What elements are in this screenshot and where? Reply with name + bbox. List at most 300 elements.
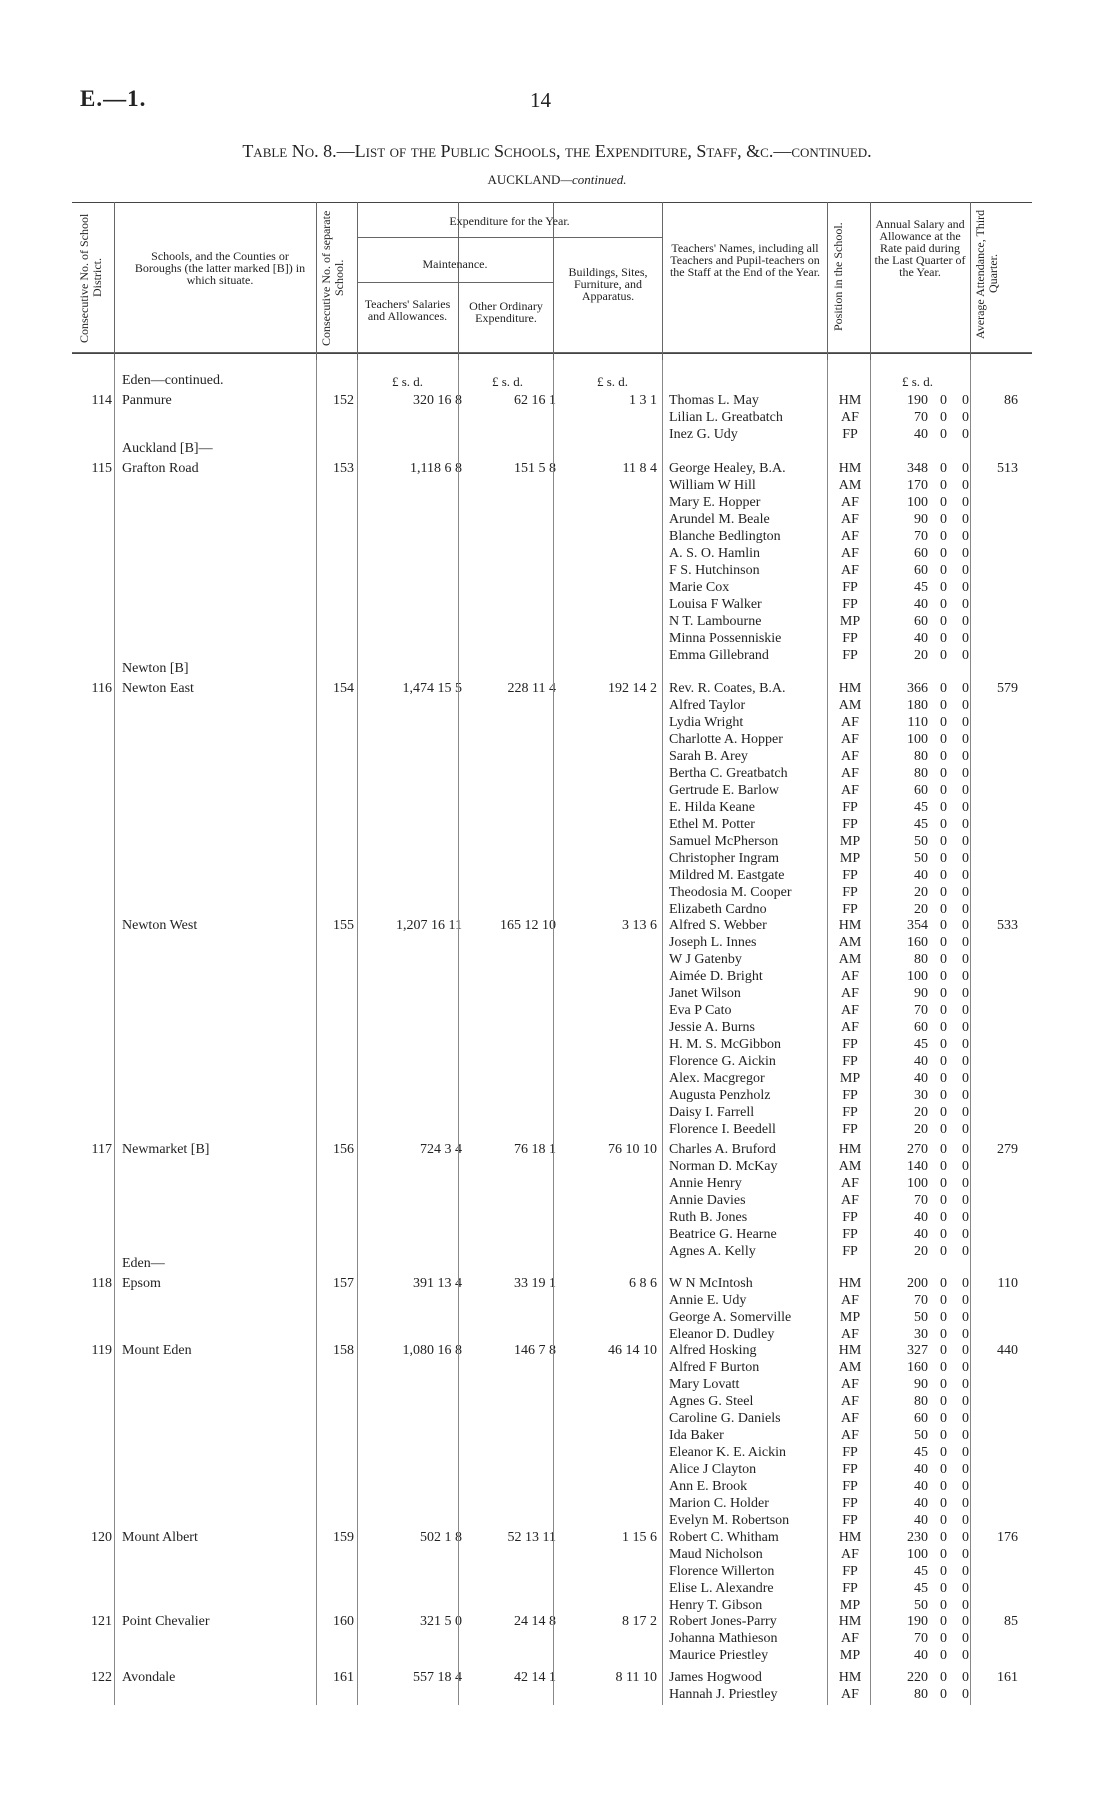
salary-pounds: 40 bbox=[914, 1210, 928, 1225]
salary-pounds: 45 bbox=[914, 800, 928, 815]
header-salaries: Teachers' Salaries and Allowances. bbox=[364, 297, 451, 323]
salary-shillings: 0 bbox=[940, 427, 947, 442]
teacher-name: Minna Possenniskie bbox=[669, 631, 782, 646]
salary-shillings: 0 bbox=[940, 1293, 947, 1308]
teacher-row bbox=[0, 580, 1114, 597]
teacher-name: F S. Hutchinson bbox=[669, 563, 760, 578]
salary-pence: 0 bbox=[962, 1428, 969, 1443]
salary-pounds: 110 bbox=[907, 715, 928, 730]
teacher-name: Alfred S. Webber bbox=[669, 918, 767, 933]
other-expenditure: 33 19 1 bbox=[514, 1276, 556, 1291]
teacher-position: FP bbox=[842, 1210, 858, 1225]
salary-pounds: 230 bbox=[907, 1530, 928, 1545]
teacher-name: Alfred Hosking bbox=[669, 1343, 757, 1358]
salary-shillings: 0 bbox=[940, 512, 947, 527]
salary-pounds: 40 bbox=[914, 631, 928, 646]
salary-pounds: 100 bbox=[907, 495, 928, 510]
salary-shillings: 0 bbox=[940, 986, 947, 1001]
school-name: Panmure bbox=[122, 393, 172, 408]
teacher-position: AF bbox=[841, 732, 859, 747]
salaries-amount: 321 5 0 bbox=[420, 1614, 462, 1629]
teacher-name: Charlotte A. Hopper bbox=[669, 732, 783, 747]
salary-shillings: 0 bbox=[940, 1037, 947, 1052]
teacher-position: AF bbox=[841, 1631, 859, 1646]
salary-pounds: 160 bbox=[907, 1360, 928, 1375]
salary-shillings: 0 bbox=[940, 1122, 947, 1137]
salary-shillings: 0 bbox=[940, 851, 947, 866]
teacher-name: Johanna Mathieson bbox=[669, 1631, 778, 1646]
salary-shillings: 0 bbox=[940, 1003, 947, 1018]
salary-pence: 0 bbox=[962, 529, 969, 544]
salary-pence: 0 bbox=[962, 715, 969, 730]
teacher-row bbox=[0, 1293, 1114, 1310]
body-col-divider bbox=[553, 360, 554, 1705]
teacher-position: FP bbox=[842, 1581, 858, 1596]
teacher-position: HM bbox=[838, 1142, 862, 1157]
salary-pounds: 100 bbox=[907, 969, 928, 984]
teacher-row bbox=[0, 732, 1114, 749]
buildings-amount: 3 13 6 bbox=[622, 918, 657, 933]
salary-pounds: 40 bbox=[914, 1071, 928, 1086]
salary-pounds: 40 bbox=[914, 1227, 928, 1242]
teacher-position: FP bbox=[842, 1564, 858, 1579]
salary-shillings: 0 bbox=[940, 1142, 947, 1157]
salary-shillings: 0 bbox=[940, 800, 947, 815]
teacher-name: Ethel M. Potter bbox=[669, 817, 755, 832]
header-buildings: Buildings, Sites, Furniture, and Apparatus. bbox=[568, 265, 648, 303]
salary-pence: 0 bbox=[962, 1670, 969, 1685]
region-continued: —continued. bbox=[560, 172, 627, 187]
body-col-divider bbox=[458, 360, 459, 1705]
school-name: Grafton Road bbox=[122, 461, 199, 476]
teacher-row bbox=[0, 1122, 1114, 1139]
buildings-amount: 1 3 1 bbox=[629, 393, 657, 408]
salary-shillings: 0 bbox=[940, 1343, 947, 1358]
salary-shillings: 0 bbox=[940, 885, 947, 900]
average-attendance: 161 bbox=[997, 1670, 1018, 1685]
teacher-position: AF bbox=[841, 715, 859, 730]
teacher-name: Norman D. McKay bbox=[669, 1159, 778, 1174]
teacher-name: Beatrice G. Hearne bbox=[669, 1227, 777, 1242]
teacher-name: Ida Baker bbox=[669, 1428, 724, 1443]
salary-shillings: 0 bbox=[940, 393, 947, 408]
teacher-name: Alex. Macgregor bbox=[669, 1071, 765, 1086]
school-consec-number: 157 bbox=[333, 1276, 354, 1291]
salary-pounds: 190 bbox=[907, 1614, 928, 1629]
teacher-row bbox=[0, 986, 1114, 1003]
salary-shillings: 0 bbox=[940, 868, 947, 883]
teacher-name: Charles A. Bruford bbox=[669, 1142, 776, 1157]
district-number: 114 bbox=[91, 393, 112, 408]
teacher-row bbox=[0, 1327, 1114, 1344]
units-buildings: £ s. d. bbox=[597, 374, 629, 389]
average-attendance: 513 bbox=[997, 461, 1018, 476]
salary-pence: 0 bbox=[962, 851, 969, 866]
salary-pounds: 80 bbox=[914, 952, 928, 967]
salary-pence: 0 bbox=[962, 1360, 969, 1375]
teacher-name: Annie E. Udy bbox=[669, 1293, 747, 1308]
teacher-row bbox=[0, 902, 1114, 919]
teacher-name: Alfred F Burton bbox=[669, 1360, 760, 1375]
salary-pounds: 40 bbox=[914, 1462, 928, 1477]
teacher-name: Alice J Clayton bbox=[669, 1462, 757, 1477]
teacher-row bbox=[0, 1360, 1114, 1377]
teacher-position: AF bbox=[841, 783, 859, 798]
salary-pence: 0 bbox=[962, 580, 969, 595]
salary-shillings: 0 bbox=[940, 902, 947, 917]
teacher-row bbox=[0, 868, 1114, 885]
salary-pounds: 50 bbox=[914, 851, 928, 866]
body-col-divider bbox=[114, 360, 115, 1705]
salary-pounds: 30 bbox=[914, 1327, 928, 1342]
salary-shillings: 0 bbox=[940, 732, 947, 747]
teacher-position: AF bbox=[841, 546, 859, 561]
teacher-row bbox=[0, 1003, 1114, 1020]
average-attendance: 176 bbox=[997, 1530, 1018, 1545]
salary-pence: 0 bbox=[962, 1394, 969, 1409]
teacher-position: AF bbox=[841, 410, 859, 425]
salary-shillings: 0 bbox=[940, 1513, 947, 1528]
units-annual: £ s. d. bbox=[902, 374, 934, 389]
salary-pounds: 80 bbox=[914, 766, 928, 781]
teacher-row bbox=[0, 749, 1114, 766]
salary-pence: 0 bbox=[962, 495, 969, 510]
salary-shillings: 0 bbox=[940, 1377, 947, 1392]
district-number: 119 bbox=[91, 1343, 112, 1358]
salary-pounds: 45 bbox=[914, 817, 928, 832]
expenditure-rule bbox=[357, 237, 662, 238]
teacher-name: H. M. S. McGibbon bbox=[669, 1037, 782, 1052]
salary-pence: 0 bbox=[962, 1648, 969, 1663]
header-annual: Annual Salary and Allowance at the Rate paid during the Last Quarter of the Year. bbox=[874, 217, 966, 279]
salary-pounds: 170 bbox=[907, 478, 928, 493]
salary-shillings: 0 bbox=[940, 1428, 947, 1443]
teacher-position: AM bbox=[838, 1159, 862, 1174]
buildings-amount: 11 8 4 bbox=[622, 461, 657, 476]
teacher-row bbox=[0, 614, 1114, 631]
buildings-amount: 1 15 6 bbox=[622, 1530, 657, 1545]
salary-pounds: 220 bbox=[907, 1670, 928, 1685]
teacher-position: MP bbox=[839, 1598, 861, 1613]
salary-shillings: 0 bbox=[940, 1581, 947, 1596]
salary-pounds: 20 bbox=[914, 648, 928, 663]
teacher-position: FP bbox=[842, 1105, 858, 1120]
salary-pence: 0 bbox=[962, 1088, 969, 1103]
school-group-label: Newton [B] bbox=[122, 661, 189, 676]
salary-pence: 0 bbox=[962, 1037, 969, 1052]
teacher-position: AF bbox=[841, 529, 859, 544]
teacher-row bbox=[0, 1394, 1114, 1411]
teacher-row bbox=[0, 1088, 1114, 1105]
salary-pence: 0 bbox=[962, 1293, 969, 1308]
salary-shillings: 0 bbox=[940, 1088, 947, 1103]
salary-shillings: 0 bbox=[940, 766, 947, 781]
teacher-row bbox=[0, 1411, 1114, 1428]
salary-pounds: 70 bbox=[914, 529, 928, 544]
teacher-name: George A. Somerville bbox=[669, 1310, 792, 1325]
teacher-name: Hannah J. Priestley bbox=[669, 1687, 778, 1702]
salary-pence: 0 bbox=[962, 1020, 969, 1035]
salary-pounds: 70 bbox=[914, 1631, 928, 1646]
teacher-name: James Hogwood bbox=[669, 1670, 762, 1685]
salaries-amount: 391 13 4 bbox=[413, 1276, 462, 1291]
average-attendance: 85 bbox=[1004, 1614, 1018, 1629]
salary-pence: 0 bbox=[962, 1411, 969, 1426]
salary-pence: 0 bbox=[962, 1496, 969, 1511]
teacher-name: George Healey, B.A. bbox=[669, 461, 786, 476]
body-col-divider bbox=[870, 360, 871, 1705]
school-name: Newton West bbox=[122, 918, 198, 933]
salary-pence: 0 bbox=[962, 698, 969, 713]
other-expenditure: 42 14 1 bbox=[514, 1670, 556, 1685]
salary-pence: 0 bbox=[962, 597, 969, 612]
salary-shillings: 0 bbox=[940, 478, 947, 493]
teacher-row bbox=[0, 1142, 1114, 1159]
salary-pounds: 190 bbox=[907, 393, 928, 408]
units-salaries: £ s. d. bbox=[392, 374, 424, 389]
teacher-position: HM bbox=[838, 1276, 862, 1291]
teacher-row bbox=[0, 393, 1114, 410]
salary-pence: 0 bbox=[962, 478, 969, 493]
school-consec-number: 161 bbox=[333, 1670, 354, 1685]
teacher-name: Florence G. Aickin bbox=[669, 1054, 776, 1069]
salary-pounds: 30 bbox=[914, 1088, 928, 1103]
teacher-row bbox=[0, 1020, 1114, 1037]
teacher-position: AF bbox=[841, 1327, 859, 1342]
district-number: 121 bbox=[91, 1614, 112, 1629]
body-col-divider bbox=[827, 360, 828, 1705]
teacher-position: AF bbox=[841, 969, 859, 984]
salary-pence: 0 bbox=[962, 732, 969, 747]
salary-pence: 0 bbox=[962, 1614, 969, 1629]
salary-shillings: 0 bbox=[940, 563, 947, 578]
salary-pence: 0 bbox=[962, 1530, 969, 1545]
salary-shillings: 0 bbox=[940, 1210, 947, 1225]
salary-shillings: 0 bbox=[940, 935, 947, 950]
salary-pounds: 90 bbox=[914, 512, 928, 527]
school-name: Newmarket [B] bbox=[122, 1142, 210, 1157]
average-attendance: 533 bbox=[997, 918, 1018, 933]
teacher-row bbox=[0, 1513, 1114, 1530]
salary-shillings: 0 bbox=[940, 918, 947, 933]
salary-shillings: 0 bbox=[940, 1598, 947, 1613]
other-expenditure: 52 13 11 bbox=[507, 1530, 556, 1545]
teacher-position: FP bbox=[842, 1037, 858, 1052]
teacher-position: FP bbox=[842, 1479, 858, 1494]
teacher-position: FP bbox=[842, 631, 858, 646]
salary-pounds: 40 bbox=[914, 1479, 928, 1494]
school-consec-number: 159 bbox=[333, 1530, 354, 1545]
salary-pounds: 45 bbox=[914, 1564, 928, 1579]
school-consec-number: 153 bbox=[333, 461, 354, 476]
teacher-position: MP bbox=[839, 851, 861, 866]
teacher-row bbox=[0, 1037, 1114, 1054]
salary-shillings: 0 bbox=[940, 1054, 947, 1069]
teacher-name: Elizabeth Cardno bbox=[669, 902, 767, 917]
teacher-position: MP bbox=[839, 614, 861, 629]
salary-pence: 0 bbox=[962, 1343, 969, 1358]
salary-shillings: 0 bbox=[940, 1227, 947, 1242]
salary-pence: 0 bbox=[962, 1598, 969, 1613]
teacher-row bbox=[0, 597, 1114, 614]
salary-shillings: 0 bbox=[940, 1479, 947, 1494]
school-consec-number: 155 bbox=[333, 918, 354, 933]
teacher-row bbox=[0, 1445, 1114, 1462]
salary-pence: 0 bbox=[962, 1564, 969, 1579]
salary-pence: 0 bbox=[962, 1377, 969, 1392]
region-name: AUCKLAND bbox=[487, 172, 561, 187]
salary-shillings: 0 bbox=[940, 1530, 947, 1545]
salary-pence: 0 bbox=[962, 868, 969, 883]
salary-pence: 0 bbox=[962, 952, 969, 967]
teacher-position: FP bbox=[842, 1054, 858, 1069]
teacher-position: MP bbox=[839, 834, 861, 849]
salary-pence: 0 bbox=[962, 766, 969, 781]
salary-shillings: 0 bbox=[940, 580, 947, 595]
district-number: 122 bbox=[91, 1670, 112, 1685]
teacher-name: E. Hilda Keane bbox=[669, 800, 755, 815]
salary-pounds: 366 bbox=[907, 681, 928, 696]
school-consec-number: 158 bbox=[333, 1343, 354, 1358]
salary-pence: 0 bbox=[962, 817, 969, 832]
teacher-row bbox=[0, 935, 1114, 952]
teacher-position: AF bbox=[841, 1687, 859, 1702]
salary-pence: 0 bbox=[962, 1142, 969, 1157]
salary-pounds: 45 bbox=[914, 1581, 928, 1596]
salary-pence: 0 bbox=[962, 1003, 969, 1018]
teacher-position: AM bbox=[838, 935, 862, 950]
salary-shillings: 0 bbox=[940, 1496, 947, 1511]
buildings-amount: 8 17 2 bbox=[622, 1614, 657, 1629]
salary-pence: 0 bbox=[962, 563, 969, 578]
teacher-row bbox=[0, 918, 1114, 935]
salary-pence: 0 bbox=[962, 1462, 969, 1477]
teacher-name: Eva P Cato bbox=[669, 1003, 732, 1018]
salary-pounds: 100 bbox=[907, 732, 928, 747]
teacher-position: FP bbox=[842, 648, 858, 663]
salary-pence: 0 bbox=[962, 1445, 969, 1460]
salary-pence: 0 bbox=[962, 461, 969, 476]
buildings-amount: 46 14 10 bbox=[608, 1343, 657, 1358]
salary-shillings: 0 bbox=[940, 715, 947, 730]
teacher-name: Ann E. Brook bbox=[669, 1479, 748, 1494]
teacher-row bbox=[0, 1687, 1114, 1704]
buildings-amount: 76 10 10 bbox=[608, 1142, 657, 1157]
teacher-position: FP bbox=[842, 1513, 858, 1528]
teacher-position: MP bbox=[839, 1071, 861, 1086]
salary-shillings: 0 bbox=[940, 495, 947, 510]
teacher-position: HM bbox=[838, 1530, 862, 1545]
teacher-position: AF bbox=[841, 1020, 859, 1035]
teacher-row bbox=[0, 1648, 1114, 1665]
salary-pounds: 354 bbox=[907, 918, 928, 933]
teacher-name: Eleanor D. Dudley bbox=[669, 1327, 775, 1342]
teacher-position: FP bbox=[842, 800, 858, 815]
document-code: E.—1. bbox=[80, 86, 147, 111]
header-district: Consecutive No. of School District. bbox=[77, 213, 104, 343]
teacher-name: Blanche Bedlington bbox=[669, 529, 781, 544]
teacher-name: Inez G. Udy bbox=[669, 427, 738, 442]
teacher-name: Agnes G. Steel bbox=[669, 1394, 754, 1409]
teacher-name: Eleanor K. E. Aickin bbox=[669, 1445, 787, 1460]
teacher-name: Bertha C. Greatbatch bbox=[669, 766, 788, 781]
teacher-row bbox=[0, 1581, 1114, 1598]
teacher-name: W N McIntosh bbox=[669, 1276, 753, 1291]
district-number: 117 bbox=[91, 1142, 112, 1157]
teacher-name: Mary Lovatt bbox=[669, 1377, 740, 1392]
teacher-row bbox=[0, 1547, 1114, 1564]
teacher-position: FP bbox=[842, 1445, 858, 1460]
teacher-row bbox=[0, 478, 1114, 495]
salary-pence: 0 bbox=[962, 902, 969, 917]
salary-shillings: 0 bbox=[940, 969, 947, 984]
salary-shillings: 0 bbox=[940, 1648, 947, 1663]
salary-shillings: 0 bbox=[940, 1631, 947, 1646]
salary-pounds: 140 bbox=[907, 1159, 928, 1174]
teacher-position: AF bbox=[841, 1377, 859, 1392]
salary-pounds: 40 bbox=[914, 1496, 928, 1511]
teacher-name: Gertrude E. Barlow bbox=[669, 783, 780, 798]
salary-shillings: 0 bbox=[940, 1614, 947, 1629]
salary-pounds: 40 bbox=[914, 1513, 928, 1528]
salary-shillings: 0 bbox=[940, 1411, 947, 1426]
teacher-position: MP bbox=[839, 1648, 861, 1663]
salary-pounds: 20 bbox=[914, 1105, 928, 1120]
header-position: Position in the School. bbox=[831, 222, 845, 332]
teacher-position: AF bbox=[841, 766, 859, 781]
school-group-label: Eden— bbox=[122, 1256, 165, 1271]
teacher-position: FP bbox=[842, 427, 858, 442]
teacher-row bbox=[0, 885, 1114, 902]
salary-pence: 0 bbox=[962, 1227, 969, 1242]
average-attendance: 86 bbox=[1004, 393, 1018, 408]
salary-shillings: 0 bbox=[940, 1276, 947, 1291]
salary-pounds: 20 bbox=[914, 902, 928, 917]
salaries-amount: 724 3 4 bbox=[420, 1142, 462, 1157]
school-consec-number: 152 bbox=[333, 393, 354, 408]
salary-pounds: 50 bbox=[914, 1428, 928, 1443]
school-consec-number: 156 bbox=[333, 1142, 354, 1157]
teacher-row bbox=[0, 1227, 1114, 1244]
teacher-row bbox=[0, 1310, 1114, 1327]
salary-pence: 0 bbox=[962, 1176, 969, 1191]
salary-shillings: 0 bbox=[940, 1445, 947, 1460]
salary-shillings: 0 bbox=[940, 648, 947, 663]
district-number: 116 bbox=[91, 681, 112, 696]
teacher-row bbox=[0, 1276, 1114, 1293]
teacher-row bbox=[0, 698, 1114, 715]
salary-shillings: 0 bbox=[940, 1176, 947, 1191]
teacher-row bbox=[0, 461, 1114, 478]
salary-shillings: 0 bbox=[940, 1020, 947, 1035]
district-number: 120 bbox=[91, 1530, 112, 1545]
other-expenditure: 151 5 8 bbox=[514, 461, 556, 476]
salary-pounds: 20 bbox=[914, 1244, 928, 1259]
teacher-row bbox=[0, 1193, 1114, 1210]
teacher-name: Ruth B. Jones bbox=[669, 1210, 748, 1225]
salary-pence: 0 bbox=[962, 393, 969, 408]
teacher-position: AF bbox=[841, 1003, 859, 1018]
average-attendance: 440 bbox=[997, 1343, 1018, 1358]
teacher-row bbox=[0, 1377, 1114, 1394]
school-consec-number: 154 bbox=[333, 681, 354, 696]
teacher-name: Henry T. Gibson bbox=[669, 1598, 763, 1613]
teacher-position: FP bbox=[842, 885, 858, 900]
salaries-amount: 557 18 4 bbox=[413, 1670, 462, 1685]
salary-pounds: 45 bbox=[914, 1037, 928, 1052]
teacher-position: AF bbox=[841, 986, 859, 1001]
teacher-name: Agnes A. Kelly bbox=[669, 1244, 756, 1259]
